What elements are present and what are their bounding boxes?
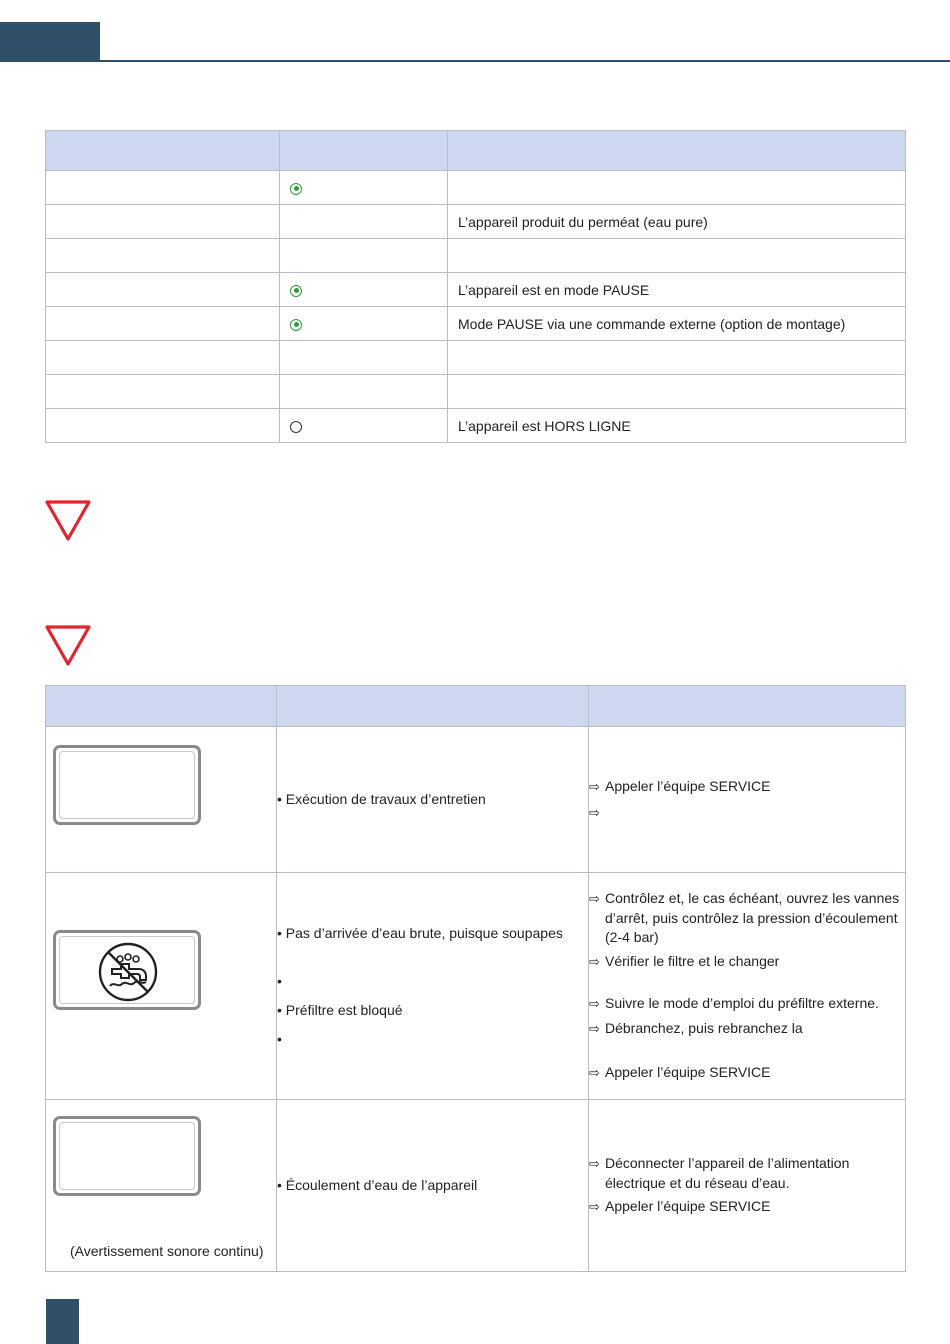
cause-cell	[277, 727, 589, 873]
status-header-cell	[448, 131, 906, 171]
arrow-right-icon: ⇨	[589, 1020, 600, 1036]
cause-item: • Exécution de travaux d’entretien	[277, 791, 486, 807]
fault-header-cell	[277, 686, 589, 727]
arrow-right-icon: ⇨	[589, 804, 600, 820]
display-frame	[53, 1116, 201, 1196]
cause-item: •	[277, 1030, 282, 1047]
warning-triangle-icon	[44, 499, 92, 543]
status-description: Mode PAUSE via une commande externe (option de montage)	[448, 307, 906, 341]
status-header-cell	[280, 131, 448, 171]
status-header-row	[46, 131, 906, 171]
led-on-icon	[290, 319, 302, 331]
status-description	[448, 375, 906, 409]
cause-item: •	[277, 972, 282, 989]
table-row	[46, 171, 906, 205]
status-description	[448, 341, 906, 375]
table-row	[46, 1100, 906, 1272]
table-row	[46, 375, 906, 409]
status-header-cell	[46, 131, 280, 171]
fault-header-cell	[589, 686, 906, 727]
fault-table	[45, 685, 906, 1272]
table-row	[46, 307, 906, 341]
status-description: L’appareil est HORS LIGNE	[448, 409, 906, 443]
led-on-icon	[290, 285, 302, 297]
display-note: (Avertissement sonore continu)	[70, 1243, 264, 1259]
table-row	[46, 273, 906, 307]
action-item	[589, 803, 905, 823]
status-description	[448, 239, 906, 273]
status-table	[45, 130, 906, 443]
action-item: ⇨ Contrôlez et, le cas échéant, ouvrez les vannes d’arrêt, puis contrôlez la pression d’écoulement (2-4 bar)	[589, 890, 900, 946]
table-row	[46, 341, 906, 375]
cause-item: • Pas d’arrivée d’eau brute, puisque soupapes	[277, 924, 563, 941]
display-cell	[46, 727, 277, 873]
status-description	[448, 171, 906, 205]
arrow-right-icon: ⇨	[589, 891, 600, 907]
fault-header-row	[46, 686, 906, 727]
no-water-tap-icon	[98, 942, 158, 1002]
arrow-right-icon: ⇨	[589, 1199, 600, 1215]
action-cell	[589, 727, 906, 873]
arrow-right-icon: ⇨	[589, 953, 600, 969]
cause-cell	[277, 1100, 589, 1272]
action-cell	[589, 1100, 906, 1272]
fault-header-cell	[46, 686, 277, 727]
action-item: ⇨ Appeler l’équipe SERVICE	[589, 1063, 905, 1083]
action-item: ⇨ Débranchez, puis rebranchez la	[589, 1019, 905, 1039]
table-row	[46, 727, 906, 873]
arrow-right-icon: ⇨	[589, 779, 600, 794]
action-item: ⇨ Suivre le mode d’emploi du préfiltre externe.	[589, 994, 905, 1014]
table-row	[46, 239, 906, 273]
display-cell	[46, 1100, 277, 1272]
action-item: ⇨ Appeler l’équipe SERVICE	[589, 1197, 905, 1217]
action-item: ⇨ Appeler l’équipe SERVICE	[589, 777, 905, 797]
status-description: L’appareil produit du perméat (eau pure)	[448, 205, 906, 239]
led-on-icon	[290, 183, 302, 195]
arrow-right-icon: ⇨	[589, 996, 600, 1012]
action-item: ⇨ Vérifier le filtre et le changer	[589, 952, 905, 972]
display-cell	[46, 873, 277, 1100]
table-row	[46, 409, 906, 443]
cause-cell	[277, 873, 589, 1100]
header-rule	[100, 60, 950, 62]
cause-item: • Préfiltre est bloqué	[277, 1001, 403, 1018]
table-row	[46, 205, 906, 239]
status-description: L’appareil est en mode PAUSE	[448, 273, 906, 307]
cause-item: • Écoulement d’eau de l’appareil	[277, 1177, 478, 1193]
arrow-right-icon: ⇨	[589, 1065, 600, 1081]
led-off-icon	[290, 421, 302, 433]
header-tab-block	[0, 22, 100, 62]
table-row	[46, 873, 906, 1100]
action-cell	[589, 873, 906, 1100]
arrow-right-icon: ⇨	[589, 1156, 600, 1172]
action-item: ⇨ Déconnecter l’appareil de l’alimentation électrique et du réseau d’eau.	[589, 1155, 850, 1191]
display-frame	[53, 745, 201, 825]
display-frame	[53, 930, 201, 1010]
warning-triangle-icon	[44, 624, 92, 668]
page-number-block	[46, 1299, 79, 1344]
